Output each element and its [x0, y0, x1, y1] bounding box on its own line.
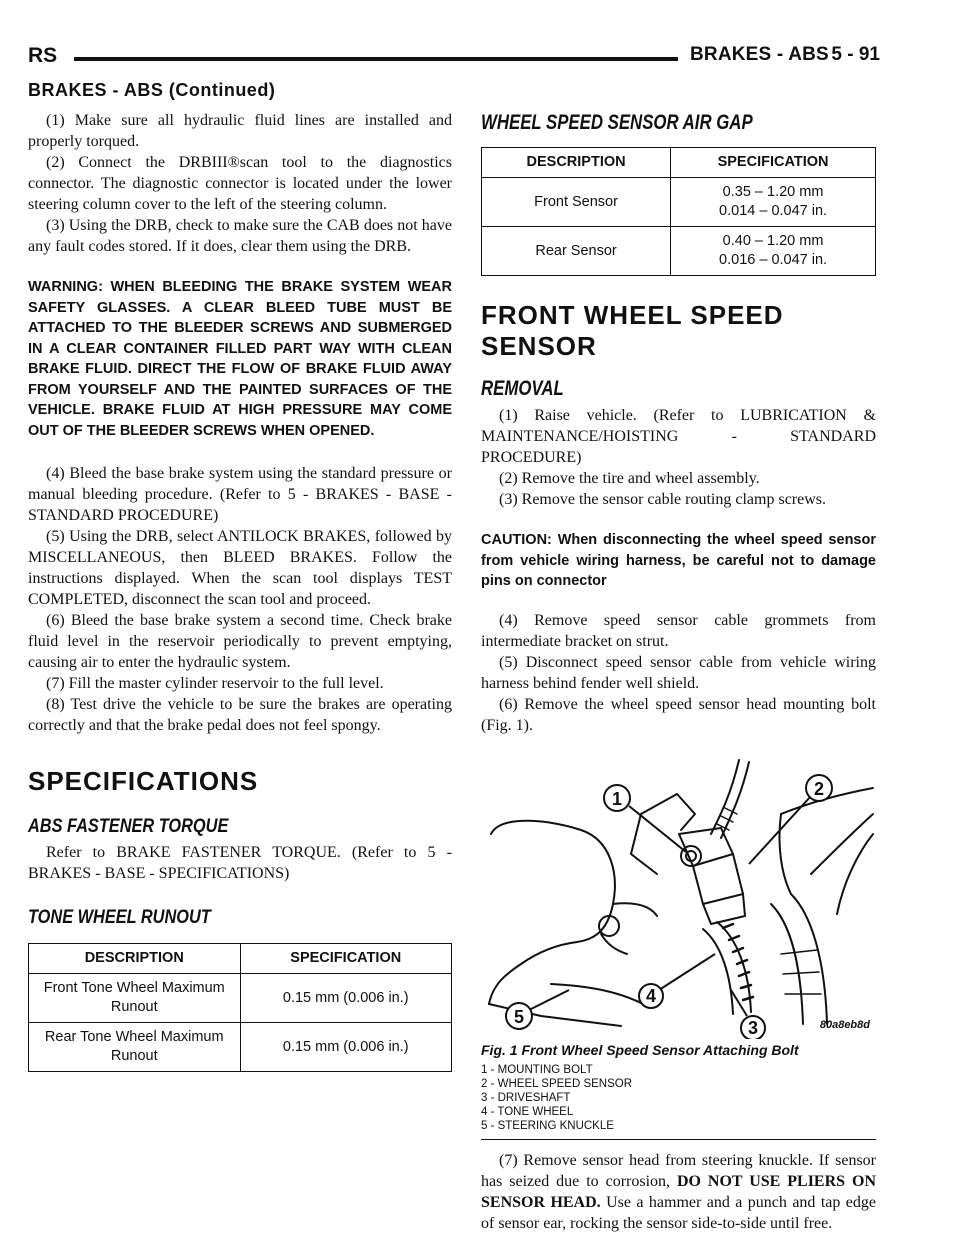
step-paragraph: (4) Bleed the base brake system using the standard pressure or manual bleeding procedure. (Refer to 5 - BRAKES - BASE - STANDARD PROCEDURE)	[28, 465, 452, 524]
step7-bold-warning: DO NOT USE PLIERS ON SENSOR HEAD.	[481, 1172, 876, 1211]
heading-line: FRONT WHEEL SPEED	[481, 300, 784, 330]
tone-wheel-heading: TONE WHEEL RUNOUT	[28, 907, 211, 928]
step-paragraph: (5) Using the DRB, select ANTILOCK BRAKES, followed by MISCELLANEOUS, then BLEED BRAKES. Follow the instructions displayed. When the scan tool displays TEST COMPLETED, disconnect the scan tool and proceed.	[28, 528, 452, 608]
figure-legend	[481, 1063, 876, 1140]
figure-code: 80a8eb8d	[819, 1018, 870, 1031]
step7-text-end: Use a hammer and a punch and tap edge of sensor ear, rocking the sensor side-to-side until free.	[481, 1193, 877, 1232]
specifications-heading: SPECIFICATIONS	[28, 766, 259, 796]
table-row	[29, 1023, 452, 1072]
caution-block: CAUTION: When disconnecting the wheel speed sensor from vehicle wiring harness, be careful not to damage pins on connector	[481, 532, 876, 589]
figure-caption: Fig. 1 Front Wheel Speed Sensor Attaching Bolt	[481, 1041, 799, 1058]
abs-fastener-heading: ABS FASTENER TORQUE	[28, 816, 229, 837]
step-paragraph: (2) Remove the tire and wheel assembly.	[499, 470, 760, 487]
spec-imperial: 0.014 – 0.047 in.	[719, 203, 828, 219]
table-cell: 0.15 mm (0.006 in.)	[240, 974, 452, 1023]
step7-text: (7) Remove sensor head from steering knuckle. If sensor has seized due to corrosion,	[481, 1151, 876, 1190]
heading-line: SENSOR	[481, 331, 597, 361]
right-column	[481, 110, 876, 1234]
removal-heading: REMOVAL	[481, 377, 564, 400]
table-cell	[671, 178, 876, 227]
callout-4: 4	[645, 985, 657, 1006]
callout-1: 1	[611, 788, 623, 809]
spec-metric: 0.35 – 1.20 mm	[722, 184, 824, 200]
header-section-code: RS	[28, 44, 58, 67]
legend-item: 2 - WHEEL SPEED SENSOR	[481, 1077, 633, 1090]
callout-2: 2	[813, 778, 825, 799]
header-title: BRAKES - ABS	[690, 44, 829, 65]
air-gap-table	[481, 147, 876, 276]
left-column	[28, 110, 452, 1072]
legend-item: 1 - MOUNTING BOLT	[481, 1063, 593, 1076]
tone-wheel-table	[28, 943, 452, 1072]
header-rule	[74, 57, 678, 61]
table-header-cell: SPECIFICATION	[671, 148, 876, 178]
table-cell	[671, 227, 876, 276]
callout-3: 3	[747, 1017, 759, 1038]
table-header-cell: DESCRIPTION	[482, 148, 671, 178]
legend-item: 4 - TONE WHEEL	[481, 1105, 574, 1118]
table-cell: Rear Sensor	[482, 227, 671, 276]
table-cell: Front Sensor	[482, 178, 671, 227]
legend-item: 5 - STEERING KNUCKLE	[481, 1119, 614, 1132]
step-paragraph: (3) Using the DRB, check to make sure the CAB does not have any fault codes stored. If it does, clear them using the DRB.	[28, 217, 452, 255]
table-header-cell: SPECIFICATION	[240, 944, 452, 974]
step-paragraph: (6) Bleed the base brake system a second time. Check brake fluid level in the reservoir periodically to prevent emptying, causing air to enter the hydraulic system.	[28, 612, 452, 671]
table-header-cell: DESCRIPTION	[29, 944, 241, 974]
air-gap-heading: WHEEL SPEED SENSOR AIR GAP	[481, 111, 753, 134]
step-paragraph: (8) Test drive the vehicle to be sure the brakes are operating correctly and that the brake pedal does not feel spongy.	[28, 696, 452, 734]
page-number: 5 - 91	[831, 44, 880, 65]
step-paragraph: (1) Raise vehicle. (Refer to LUBRICATION & MAINTENANCE/HOISTING - STANDARD PROCEDURE)	[481, 407, 876, 466]
warning-block: WARNING: WHEN BLEEDING THE BRAKE SYSTEM WEAR SAFETY GLASSES. A CLEAR BLEED TUBE MUST BE ATTACHED TO THE BLEEDER SCREWS AND SUBMERGED IN A CLEAR CONTAINER FILLED PART WAY WITH CLEAN BRAKE FLUID. DIRECT THE FLOW OF BRAKE FLUID AWAY FROM YOURSELF AND THE PAINTED SURFACES OF THE VEHICLE. BRAKE FLUID AT HIGH PRESSURE MAY COME OUT OF THE BLEEDER SCREWS WHEN OPENED.	[28, 279, 452, 439]
step-paragraph	[481, 1150, 876, 1234]
spec-imperial: 0.016 – 0.047 in.	[719, 252, 828, 268]
table-cell: 0.15 mm (0.006 in.)	[240, 1023, 452, 1072]
continued-heading: BRAKES - ABS (Continued)	[28, 80, 276, 100]
step-paragraph: (4) Remove speed sensor cable grommets from intermediate bracket on strut.	[481, 611, 876, 650]
spec-metric: 0.40 – 1.20 mm	[722, 233, 824, 249]
legend-item: 3 - DRIVESHAFT	[481, 1091, 571, 1104]
table-row	[482, 178, 876, 227]
step-paragraph: (2) Connect the DRBIII®scan tool to the diagnostics connector. The diagnostic connector is located under the lower steering column cover to the left of the steering column.	[28, 154, 452, 213]
step-paragraph: (6) Remove the wheel speed sensor head mounting bolt (Fig. 1).	[481, 695, 876, 734]
table-cell: Front Tone Wheel Maximum Runout	[29, 974, 241, 1023]
step-paragraph: (5) Disconnect speed sensor cable from vehicle wiring harness behind fender well shield.	[481, 653, 876, 692]
step-paragraph: (7) Fill the master cylinder reservoir to the full level.	[46, 675, 384, 692]
step-paragraph: (3) Remove the sensor cable routing clamp screws.	[499, 491, 827, 508]
table-row	[29, 974, 452, 1023]
table-header-row	[29, 944, 452, 974]
abs-fastener-text: Refer to BRAKE FASTENER TORQUE. (Refer to 5 - BRAKES - BASE - SPECIFICATIONS)	[28, 844, 452, 882]
callout-5: 5	[513, 1006, 525, 1027]
figure-illustration	[481, 754, 876, 1039]
front-sensor-heading	[481, 300, 876, 362]
table-row	[482, 227, 876, 276]
step-paragraph: (1) Make sure all hydraulic fluid lines are installed and properly torqued.	[28, 112, 452, 150]
table-header-row	[482, 148, 876, 178]
wheel-speed-sensor-drawing	[481, 754, 876, 1039]
table-cell: Rear Tone Wheel Maximum Runout	[29, 1023, 241, 1072]
